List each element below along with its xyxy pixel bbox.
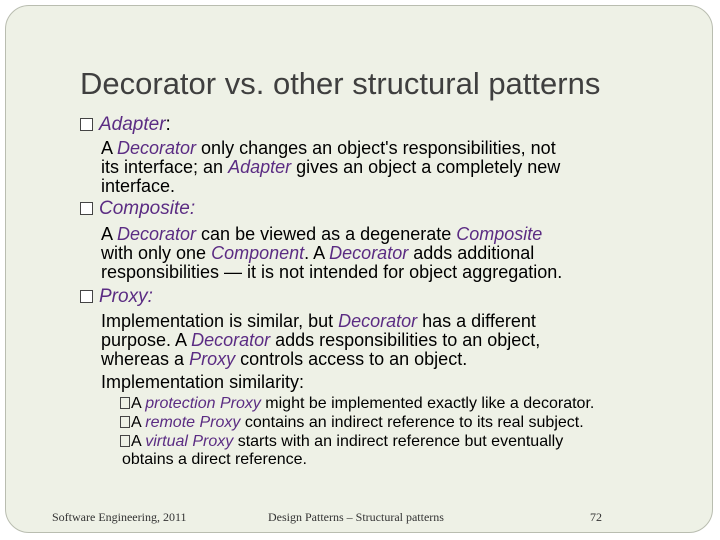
para-line — [101, 158, 560, 176]
para-text: A — [101, 138, 118, 158]
para-emphasis: Decorator — [117, 138, 197, 158]
slide-title: Decorator vs. other structural patterns — [80, 66, 601, 101]
bullet-box-icon — [80, 290, 93, 303]
para-text: interface. — [101, 176, 176, 196]
bullet-heading: Composite: — [99, 198, 196, 219]
para-line — [101, 350, 467, 368]
para-text: purpose. A — [101, 330, 192, 350]
footer-left: Software Engineering, 2011 — [52, 510, 187, 524]
para-text: its interface; an — [101, 157, 229, 177]
bullet-proxy — [80, 287, 153, 306]
sub-prefix: A — [131, 433, 146, 450]
bullet-box-icon — [80, 202, 93, 215]
para-emphasis: Decorator — [117, 224, 197, 244]
page-number: 72 — [590, 510, 602, 524]
sub-bullet — [120, 414, 584, 431]
para-text: has a different — [417, 311, 536, 331]
bullet-composite — [80, 199, 195, 218]
footer-center: Design Patterns – Structural patterns — [268, 510, 444, 524]
sub-bullet-box-icon — [120, 416, 130, 428]
para-line — [101, 312, 536, 330]
para-line — [101, 331, 540, 349]
para-text: Implementation is similar, but — [101, 311, 339, 331]
sub-bullet — [120, 395, 594, 412]
para-line — [101, 244, 534, 262]
sub-bullet-box-icon — [120, 435, 130, 447]
para-emphasis: Composite — [456, 224, 543, 244]
para-emphasis: Decorator — [329, 243, 409, 263]
sub-bullet — [120, 433, 563, 450]
para-line — [101, 225, 542, 243]
para-text: whereas a — [101, 349, 190, 369]
sub-text: might be implemented exactly like a decorator. — [260, 395, 595, 412]
sub-text: contains an indirect reference to its real subject. — [240, 414, 584, 431]
para-emphasis: Adapter — [228, 157, 292, 177]
para-text: Implementation similarity: — [101, 372, 305, 392]
sub-text: starts with an indirect reference but eventually — [233, 433, 564, 450]
para-text: adds responsibilities to an object, — [270, 330, 541, 350]
para-text: controls access to an object. — [235, 349, 468, 369]
sub-emphasis: protection Proxy — [145, 395, 261, 412]
para-text: A — [101, 224, 118, 244]
bullet-heading: Proxy: — [99, 286, 153, 307]
para-text: . A — [304, 243, 330, 263]
para-emphasis: Proxy — [189, 349, 236, 369]
sub-bullet-continuation: obtains a direct reference. — [122, 451, 307, 468]
sub-prefix: A — [131, 395, 146, 412]
sub-bullet-box-icon — [120, 397, 130, 409]
para-text: adds additional — [408, 243, 535, 263]
para-line — [101, 139, 556, 157]
bullet-heading-suffix: : — [165, 114, 171, 135]
para-text: with only one — [101, 243, 212, 263]
sub-prefix: A — [131, 414, 146, 431]
para-emphasis: Decorator — [191, 330, 271, 350]
para-line — [101, 373, 304, 391]
para-emphasis: Component — [211, 243, 305, 263]
para-text: gives an object a completely new — [291, 157, 561, 177]
bullet-box-icon — [80, 118, 93, 131]
para-text: only changes an object's responsibilities, not — [196, 138, 556, 158]
para-line — [101, 263, 562, 281]
bullet-heading: Adapter — [99, 114, 166, 135]
para-line — [101, 177, 175, 195]
para-text: can be viewed as a degenerate — [196, 224, 457, 244]
para-text: responsibilities — it is not intended for object aggregation. — [101, 262, 563, 282]
sub-emphasis: remote Proxy — [145, 414, 241, 431]
bullet-adapter — [80, 115, 171, 134]
para-emphasis: Decorator — [338, 311, 418, 331]
sub-emphasis: virtual Proxy — [145, 433, 234, 450]
